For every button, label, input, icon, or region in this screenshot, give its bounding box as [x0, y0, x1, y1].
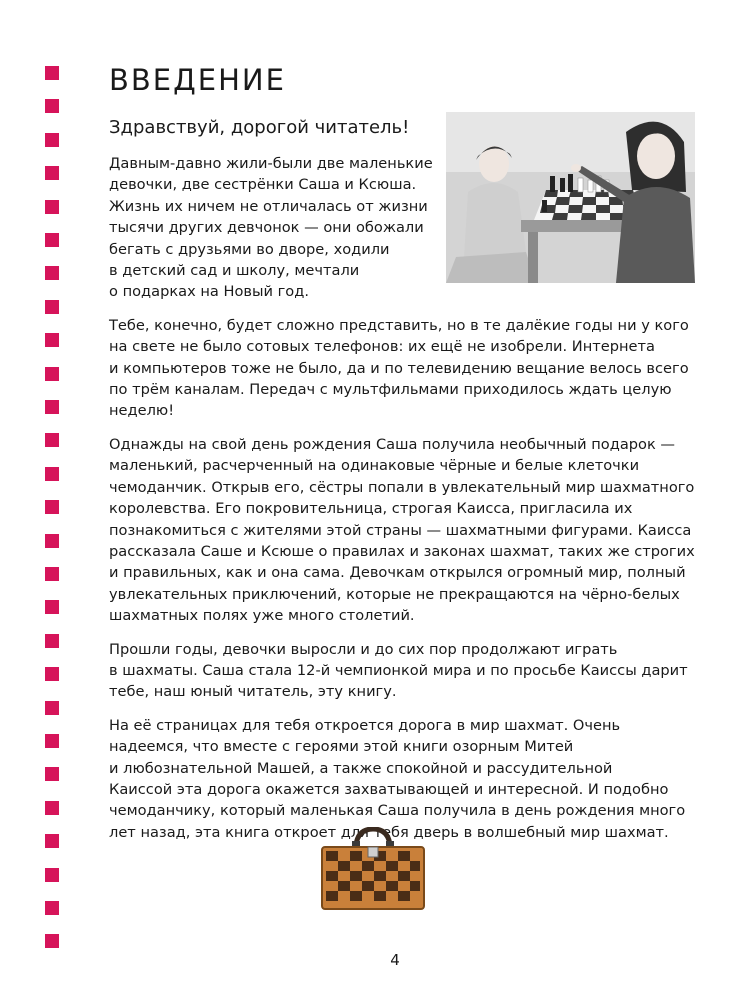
text-line: тебе, наш юный читатель, эту книгу.: [109, 683, 397, 701]
greeting-subtitle: Здравствуй, дорогой читатель!: [109, 117, 410, 138]
text-line: Жизнь их ничем не отличалась от жизни: [109, 197, 428, 215]
paragraph: [109, 434, 695, 627]
decorative-square: [45, 99, 59, 113]
decorative-square: [45, 734, 59, 748]
page-number: 4: [390, 951, 400, 969]
text-line: Прошли годы, девочки выросли и до сих пор продолжают играть: [109, 640, 618, 658]
text-line: королевства. Его покровительница, строгая Каисса, пригласила их: [109, 500, 633, 518]
text-line: чемоданчик. Открыв его, сёстры попали в увлекательный мир шахматного: [109, 478, 695, 496]
text-line: Каиссой эта дорога окажется захватывающей и интересной. И подобно: [109, 780, 669, 798]
decorative-square: [45, 333, 59, 347]
text-line: увлекательных приключений, которые не прекращаются на чёрно-белых: [109, 585, 680, 603]
decorative-square: [45, 767, 59, 781]
chess-case-illustration: [318, 827, 428, 912]
text-line: неделю!: [109, 402, 175, 420]
text-line: в детский сад и школу, мечтали: [109, 262, 360, 280]
decorative-square: [45, 266, 59, 280]
text-line: Тебе, конечно, будет сложно представить, но в те далёкие годы ни у кого: [109, 316, 689, 334]
decorative-square: [45, 600, 59, 614]
decorative-square: [45, 400, 59, 414]
decorative-square: [45, 467, 59, 481]
paragraph: [109, 715, 686, 843]
decorative-square: [45, 801, 59, 815]
decorative-square: [45, 868, 59, 882]
text-line: по трём каналам. Передач с мультфильмами приходилось ждать целую: [109, 381, 672, 399]
decorative-square: [45, 534, 59, 548]
text-line: о подарках на Новый год.: [109, 283, 309, 301]
decorative-square: [45, 367, 59, 381]
text-line: чемоданчику, который маленькая Саша получила в день рождения много: [109, 802, 686, 820]
text-line: и правильных, как и она сама. Девочкам открылся огромный мир, полный: [109, 564, 686, 582]
decorative-square: [45, 133, 59, 147]
decorative-square: [45, 667, 59, 681]
paragraph: [109, 315, 689, 422]
text-line: Однажды на свой день рождения Саша получила необычный подарок —: [109, 435, 676, 453]
decorative-square: [45, 934, 59, 948]
text-line: познакомиться с жителями этой страны — шахматными фигурами. Каисса: [109, 521, 692, 539]
paragraph: [109, 639, 688, 703]
text-line: тысячи других девчонок — они обожали: [109, 219, 424, 237]
text-line: бегать с друзьями во дворе, ходили: [109, 240, 390, 258]
text-line: и компьютеров тоже не было, да и по телевидению вещание велось всего: [109, 359, 689, 377]
decorative-square: [45, 634, 59, 648]
text-line: девочки, две сестрёнки Саша и Ксюша.: [109, 176, 417, 194]
decorative-square: [45, 66, 59, 80]
decorative-square: [45, 200, 59, 214]
body-text: [109, 153, 695, 855]
decorative-square: [45, 166, 59, 180]
decorative-square: [45, 834, 59, 848]
text-line: шахматных полях уже много столетий.: [109, 607, 415, 625]
text-line: в шахматы. Саша стала 12-й чемпионкой мира и по просьбе Каиссы дарит: [109, 661, 688, 679]
decorative-square: [45, 901, 59, 915]
text-line: лет назад, эта книга откроет для тебя дверь в волшебный мир шахмат.: [109, 823, 669, 841]
decorative-square: [45, 500, 59, 514]
text-line: Давным-давно жили-были две маленькие: [109, 155, 433, 172]
decorative-square: [45, 233, 59, 247]
decorative-square-column: [45, 0, 59, 1000]
text-line: маленький, расчерченный на одинаковые чёрные и белые клеточки: [109, 457, 640, 475]
text-line: рассказала Саше и Ксюше о правилах и законах шахмат, таких же строгих: [109, 542, 695, 560]
decorative-square: [45, 433, 59, 447]
decorative-square: [45, 701, 59, 715]
paragraph: [109, 153, 674, 303]
page-title: ВВЕДЕНИЕ: [109, 63, 286, 97]
chess-case-image: [318, 827, 428, 912]
text-line: на свете не было сотовых телефонов: их ещё не изобрели. Интернета: [109, 338, 655, 356]
decorative-square: [45, 567, 59, 581]
text-line: и любознательной Машей, а также спокойной и рассудительной: [109, 759, 613, 777]
text-line: надеемся, что вместе с героями этой книги озорным Митей: [109, 738, 574, 756]
text-line: На её страницах для тебя откроется дорога в мир шахмат. Очень: [109, 716, 621, 734]
decorative-square: [45, 300, 59, 314]
